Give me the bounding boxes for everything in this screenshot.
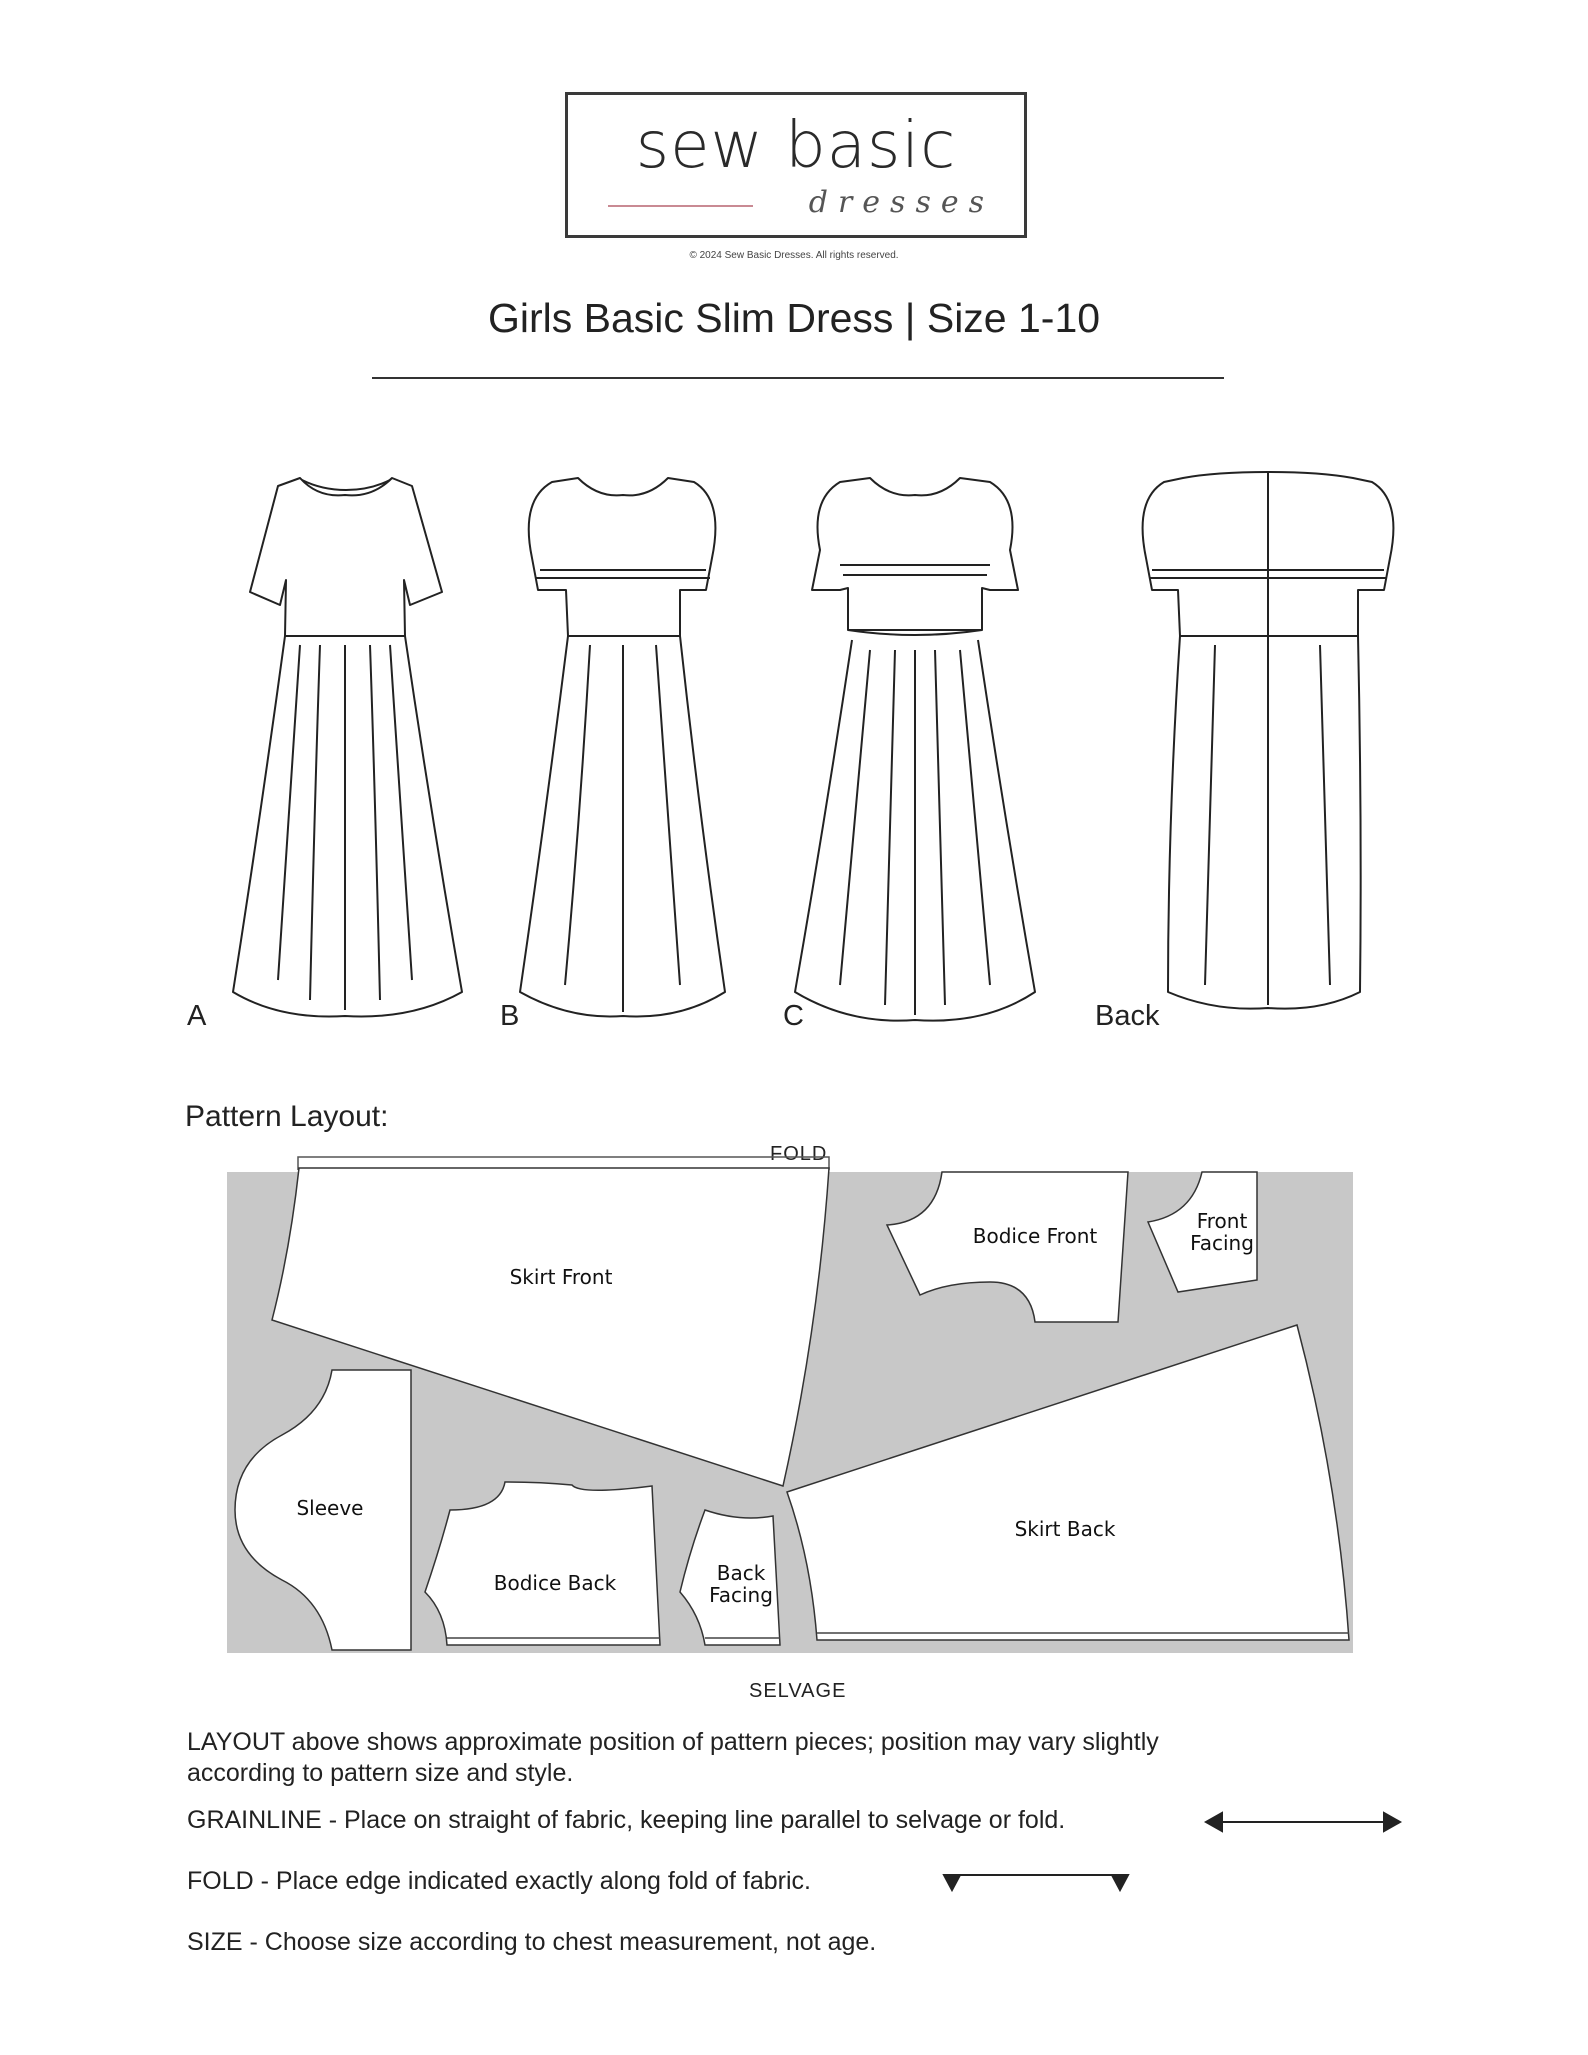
dress-label-b: B (500, 1000, 520, 1032)
piece-label-sleeve: Sleeve (296, 1496, 364, 1520)
fold-symbol-icon (944, 1875, 1128, 1890)
note-grainline: GRAINLINE - Place on straight of fabric, keeping line parallel to selvage or fold. (187, 1806, 1066, 1834)
note-fold: FOLD - Place edge indicated exactly along fold of fabric. (187, 1867, 811, 1895)
piece-label-front-facing: Front Facing (1190, 1209, 1254, 1255)
piece-label-bodice-front: Bodice Front (972, 1224, 1098, 1248)
dress-label-a: A (187, 1000, 207, 1032)
piece-label-skirt-front: Skirt Front (509, 1265, 613, 1289)
selvage-label: SELVAGE (749, 1680, 847, 1702)
page-title: Girls Basic Slim Dress | Size 1-10 (487, 295, 1101, 341)
grainline-arrow-icon (1206, 1813, 1400, 1831)
pattern-layout-heading: Pattern Layout: (185, 1100, 389, 1133)
note-size: SIZE - Choose size according to chest measurement, not age. (187, 1928, 877, 1956)
fold-label: FOLD (770, 1143, 828, 1165)
note-layout: LAYOUT above shows approximate position of pattern pieces; position may vary slightly according to pattern size and style. (187, 1728, 1159, 1787)
piece-label-back-facing: Back Facing (709, 1561, 773, 1607)
piece-label-skirt-back: Skirt Back (1014, 1517, 1116, 1541)
logo-sub-text: dresses (808, 185, 994, 220)
logo-main-text: sew basic (635, 109, 957, 183)
copyright: © 2024 Sew Basic Dresses. All rights reserved. (689, 250, 899, 261)
piece-label-bodice-back: Bodice Back (493, 1571, 617, 1595)
dress-label-c: C (783, 1000, 804, 1032)
dress-label-back: Back (1095, 1000, 1160, 1032)
